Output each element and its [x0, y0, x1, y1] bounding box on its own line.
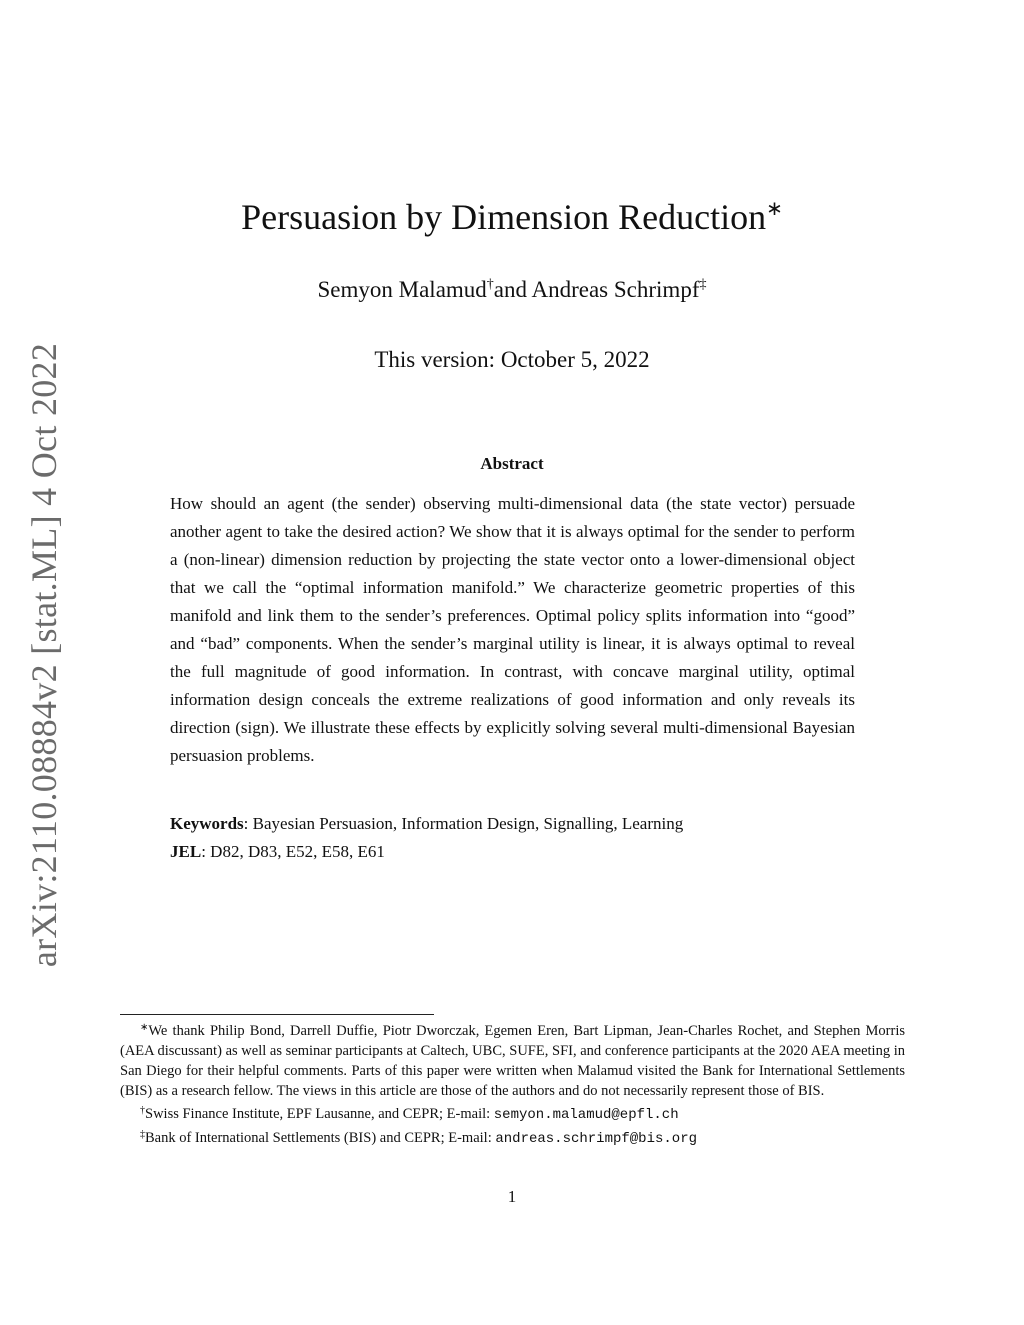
- footnote-thanks-text: We thank Philip Bond, Darrell Duffie, Piotr Dworczak, Egemen Eren, Bart Lipman, Jean-Charles Rochet, and Stephen Morris (AEA discussant) as well as seminar participants at Caltech, UBC, SUFE, SFI, and conference participants at the 2020 AEA meeting in San Diego for their helpful comments. Parts of this paper were written when Malamud visited the Bank for International Settlements (BIS) as a research fellow. The views in this article are those of the authors and do not necessarily represent those of BIS.: [120, 1023, 905, 1099]
- email-link-schrimpf[interactable]: andreas.schrimpf@bis.org: [495, 1131, 697, 1147]
- arxiv-side-stamp: [14, 342, 74, 968]
- jel-text: : D82, D83, E52, E58, E61: [201, 842, 385, 861]
- author-first-mark: †: [486, 277, 494, 292]
- footnotes: [120, 1018, 905, 1149]
- footnote-affiliation-2: [120, 1125, 905, 1149]
- paper-title: [0, 196, 1024, 238]
- abstract-body: How should an agent (the sender) observing multi-dimensional data (the state vector) persuade another agent to take the desired action? We show that it is always optimal for the sender to perform a (non-linear) dimension reduction by projecting the state vector onto a lower-dimensional object that we call the “optimal information manifold.” We characterize geometric properties of this manifold and link them to the sender’s preferences. Optimal policy splits information into “good” and “bad” components. When the sender’s marginal utility is linear, it is always optimal to reveal the full magnitude of good information. In contrast, with concave marginal utility, optimal information design conceals the extreme realizations of good information and only reveals its direction (sign). We illustrate these effects by explicitly solving several multi-dimensional Bayesian persuasion problems.: [170, 494, 855, 765]
- jel-line: [170, 838, 855, 866]
- footnote-affil1-text: Swiss Finance Institute, EPF Lausanne, and CEPR; E-mail:: [145, 1106, 494, 1122]
- title-footnote-mark: ∗: [766, 198, 783, 220]
- keywords-line: [170, 810, 855, 838]
- email-link-malamud[interactable]: semyon.malamud@epfl.ch: [493, 1107, 679, 1123]
- keywords-block: [170, 810, 855, 866]
- author-second-mark: ‡: [699, 277, 707, 292]
- footnote-thanks-mark: ∗: [140, 1022, 149, 1033]
- footnote-thanks: [120, 1018, 905, 1101]
- author-connector: and Andreas Schrimpf: [493, 277, 700, 302]
- author-first: Semyon Malamud: [317, 277, 487, 302]
- footnote-affil1-mark: †: [140, 1105, 145, 1116]
- keywords-label: Keywords: [170, 814, 244, 833]
- footnote-affil2-text: Bank of International Settlements (BIS) and CEPR; E-mail:: [145, 1130, 496, 1146]
- footnote-affil2-mark: ‡: [140, 1129, 145, 1140]
- keywords-text: : Bayesian Persuasion, Information Design, Signalling, Learning: [243, 814, 684, 833]
- jel-label: JEL: [170, 842, 202, 861]
- paper-title-text: Persuasion by Dimension Reduction: [241, 197, 767, 237]
- footnote-divider: [120, 1014, 434, 1015]
- version-date: This version: October 5, 2022: [374, 347, 650, 372]
- page-number: 1: [507, 1187, 517, 1206]
- footnote-affiliation-1: [120, 1101, 905, 1125]
- abstract-heading: Abstract: [480, 454, 544, 473]
- arxiv-identifier: arXiv:2110.08884v2 [stat.ML] 4 Oct 2022: [24, 342, 64, 968]
- author-line: [0, 277, 1024, 303]
